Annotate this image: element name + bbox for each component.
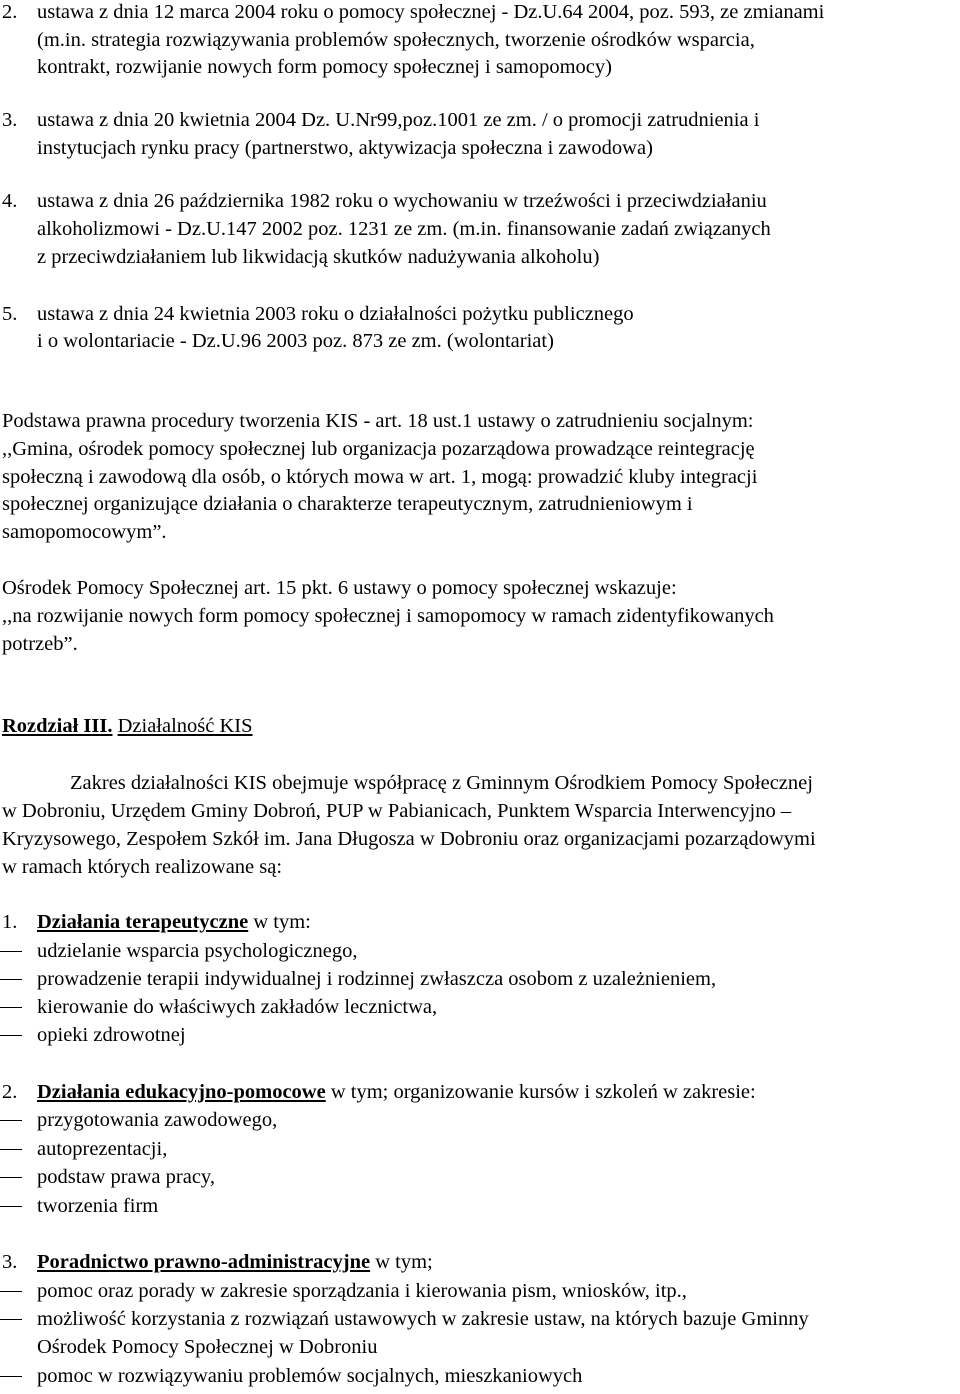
section-heading xyxy=(37,1250,433,1274)
section-heading xyxy=(37,910,311,934)
dash-bullet-icon xyxy=(0,951,22,952)
list-item: pomoc w rozwiązywaniu problemów socjalnych, mieszkaniowych xyxy=(37,1365,583,1387)
law-number: 5. xyxy=(2,303,18,325)
law-text-line: z przeciwdziałaniem lub likwidacją skutków nadużywania alkoholu) xyxy=(37,246,600,268)
law-number: 4. xyxy=(2,190,18,212)
paragraph-line: społeczną i zawodową dla osób, o których mowa w art. 1, mogą: prowadzić kluby integracji xyxy=(2,466,758,488)
paragraph-line: potrzeb”. xyxy=(2,633,78,655)
dash-bullet-icon xyxy=(0,1177,22,1178)
paragraph-line: Kryzysowego, Zespołem Szkół im. Jana Długosza w Dobroniu oraz organizacjami pozarządowymi xyxy=(2,828,816,850)
chapter-title: Działalność KIS xyxy=(117,715,253,737)
law-text-line: ustawa z dnia 20 kwietnia 2004 Dz. U.Nr99,poz.1001 ze zm. / o promocji zatrudnienia i xyxy=(37,109,760,131)
section-heading xyxy=(37,1080,756,1104)
list-item: prowadzenie terapii indywidualnej i rodzinnej zwłaszcza osobom z uzależnieniem, xyxy=(37,968,717,990)
dash-bullet-icon xyxy=(0,1035,22,1036)
list-item: tworzenia firm xyxy=(37,1195,159,1217)
dash-bullet-icon xyxy=(0,1149,22,1150)
paragraph-line: w ramach których realizowane są: xyxy=(2,856,283,878)
dash-bullet-icon xyxy=(0,1376,22,1377)
law-text-line: (m.in. strategia rozwiązywania problemów społecznych, tworzenie ośrodków wsparcia, xyxy=(37,29,755,51)
law-text-line: instytucjach rynku pracy (partnerstwo, aktywizacja społeczna i zawodowa) xyxy=(37,137,653,159)
paragraph-line: samopomocowym”. xyxy=(2,521,167,543)
list-item: możliwość korzystania z rozwiązań ustawowych w zakresie ustaw, na których bazuje Gminny xyxy=(37,1308,809,1330)
paragraph-line: ,,Gmina, ośrodek pomocy społecznej lub organizacja pozarządowa prowadzące reintegrację xyxy=(2,438,755,460)
paragraph-line: ,,na rozwijanie nowych form pomocy społecznej i samopomocy w ramach zidentyfikowanych xyxy=(2,605,774,627)
list-item: opieki zdrowotnej xyxy=(37,1024,186,1046)
list-item: podstaw prawa pracy, xyxy=(37,1166,215,1188)
law-text-line: alkoholizmowi - Dz.U.147 2002 poz. 1231 ze zm. (m.in. finansowanie zadań związanych xyxy=(37,218,771,240)
section-title: Poradnictwo prawno-administracyjne xyxy=(37,1251,371,1273)
section-title: Działania edukacyjno-pomocowe xyxy=(37,1081,326,1103)
list-item: udzielanie wsparcia psychologicznego, xyxy=(37,940,358,962)
paragraph-line: Ośrodek Pomocy Społecznej art. 15 pkt. 6 ustawy o pomocy społecznej wskazuje: xyxy=(2,577,677,599)
law-text-line: kontrakt, rozwijanie nowych form pomocy społecznej i samopomocy) xyxy=(37,56,612,78)
section-suffix: w tym; xyxy=(370,1251,433,1273)
list-item: autoprezentacji, xyxy=(37,1138,168,1160)
law-number: 3. xyxy=(2,109,18,131)
section-suffix: w tym: xyxy=(248,911,311,933)
section-suffix: w tym; organizowanie kursów i szkoleń w zakresie: xyxy=(325,1081,756,1103)
section-title: Działania terapeutyczne xyxy=(37,911,249,933)
paragraph-line: Zakres działalności KIS obejmuje współpracę z Gminnym Ośrodkiem Pomocy Społecznej xyxy=(70,772,813,794)
section-number: 2. xyxy=(2,1081,18,1103)
dash-bullet-icon xyxy=(0,1206,22,1207)
dash-bullet-icon xyxy=(0,1291,22,1292)
section-number: 3. xyxy=(2,1251,18,1273)
dash-bullet-icon xyxy=(0,1007,22,1008)
section-number: 1. xyxy=(2,911,18,933)
list-item: pomoc oraz porady w zakresie sporządzania i kierowania pism, wniosków, itp., xyxy=(37,1280,687,1302)
list-item: kierowanie do właściwych zakładów lecznictwa, xyxy=(37,996,438,1018)
law-text-line: ustawa z dnia 12 marca 2004 roku o pomocy społecznej - Dz.U.64 2004, poz. 593, ze zmianami xyxy=(37,1,825,23)
list-item: przygotowania zawodowego, xyxy=(37,1109,278,1131)
chapter-label: Rozdział III. xyxy=(2,715,113,737)
dash-bullet-icon xyxy=(0,1120,22,1121)
paragraph-line: społecznej organizujące działania o charakterze terapeutycznym, zatrudnieniowym i xyxy=(2,493,693,515)
dash-bullet-icon xyxy=(0,979,22,980)
law-text-line: i o wolontariacie - Dz.U.96 2003 poz. 873 ze zm. (wolontariat) xyxy=(37,330,554,352)
law-text-line: ustawa z dnia 24 kwietnia 2003 roku o działalności pożytku publicznego xyxy=(37,303,634,325)
dash-bullet-icon xyxy=(0,1319,22,1320)
chapter-heading xyxy=(2,714,253,738)
paragraph-line: Podstawa prawna procedury tworzenia KIS - art. 18 ust.1 ustawy o zatrudnieniu socjalnym: xyxy=(2,410,754,432)
law-text-line: ustawa z dnia 26 października 1982 roku o wychowaniu w trzeźwości i przeciwdziałaniu xyxy=(37,190,767,212)
law-number: 2. xyxy=(2,1,18,23)
list-item-continuation: Ośrodek Pomocy Społecznej w Dobroniu xyxy=(37,1336,378,1358)
paragraph-line: w Dobroniu, Urzędem Gminy Dobroń, PUP w Pabianicach, Punktem Wsparcia Interwencyjno – xyxy=(2,800,792,822)
